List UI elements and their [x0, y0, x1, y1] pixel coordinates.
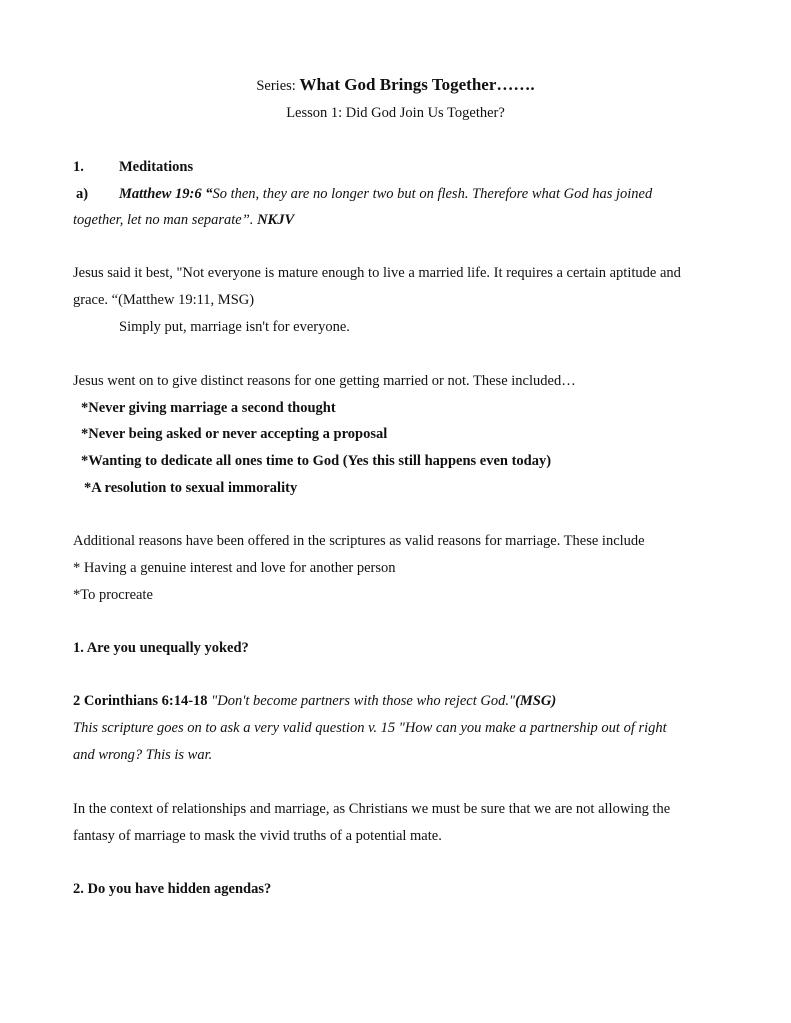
meditations-heading	[73, 158, 193, 176]
series-prefix: Series:	[256, 78, 296, 94]
para1-line3: Simply put, marriage isn't for everyone.	[119, 319, 350, 335]
reason-item: *Never giving marriage a second thought	[81, 400, 336, 416]
para3-intro: Additional reasons have been offered in the scriptures as valid reasons for marriage. These include	[73, 533, 645, 549]
verse-a-text-cont: together, let no man separate”.	[73, 212, 254, 228]
para1-line1: Jesus said it best, "Not everyone is mature enough to live a married life. It requires a certain aptitude and	[73, 265, 681, 281]
para4-line2: fantasy of marriage to mask the vivid truths of a potential mate.	[73, 828, 442, 844]
para2-intro: Jesus went on to give distinct reasons for one getting married or not. These included…	[73, 373, 576, 389]
para3-item: * Having a genuine interest and love for another person	[73, 560, 396, 576]
series-name: What God Brings Together…….	[299, 75, 535, 94]
reason-item: *Wanting to dedicate all ones time to God (Yes this still happens even today)	[81, 453, 552, 469]
reason-item: *Never being asked or never accepting a proposal	[81, 426, 388, 442]
verse-a-line2	[73, 211, 294, 229]
corinthians-ref: 2 Corinthians 6:14-18	[73, 693, 208, 709]
para4-line1: In the context of relationships and marriage, as Christians we must be sure that we are not allowing the	[73, 801, 671, 817]
corinthians-line1	[73, 692, 556, 710]
verse-a-label: a)	[76, 186, 89, 202]
corinthians-quote: "Don't become partners with those who reject God."	[211, 693, 516, 709]
verse-a-line1	[76, 185, 652, 203]
reason-item: *A resolution to sexual immorality	[84, 480, 298, 496]
verse-a-version: NKJV	[257, 212, 295, 228]
corinthians-version: (MSG)	[515, 693, 557, 709]
verse-a-quote-mark: “	[205, 186, 213, 202]
series-title	[0, 76, 791, 95]
question-1: 1. Are you unequally yoked?	[73, 640, 249, 656]
verse-a-text: So then, they are no longer two but on flesh. Therefore what God has joined	[212, 186, 653, 202]
corinthians-line3: and wrong? This is war.	[73, 747, 213, 763]
lesson-title: Lesson 1: Did God Join Us Together?	[286, 105, 505, 121]
question-2: 2. Do you have hidden agendas?	[73, 881, 272, 897]
section-heading: Meditations	[119, 159, 194, 175]
section-number: 1.	[73, 159, 84, 175]
para3-item: *To procreate	[73, 587, 153, 603]
para1-line2: grace. “(Matthew 19:11, MSG)	[73, 292, 255, 308]
verse-a-ref: Matthew 19:6	[119, 186, 202, 202]
corinthians-line2: This scripture goes on to ask a very valid question v. 15 "How can you make a partnership out of right	[73, 720, 667, 736]
